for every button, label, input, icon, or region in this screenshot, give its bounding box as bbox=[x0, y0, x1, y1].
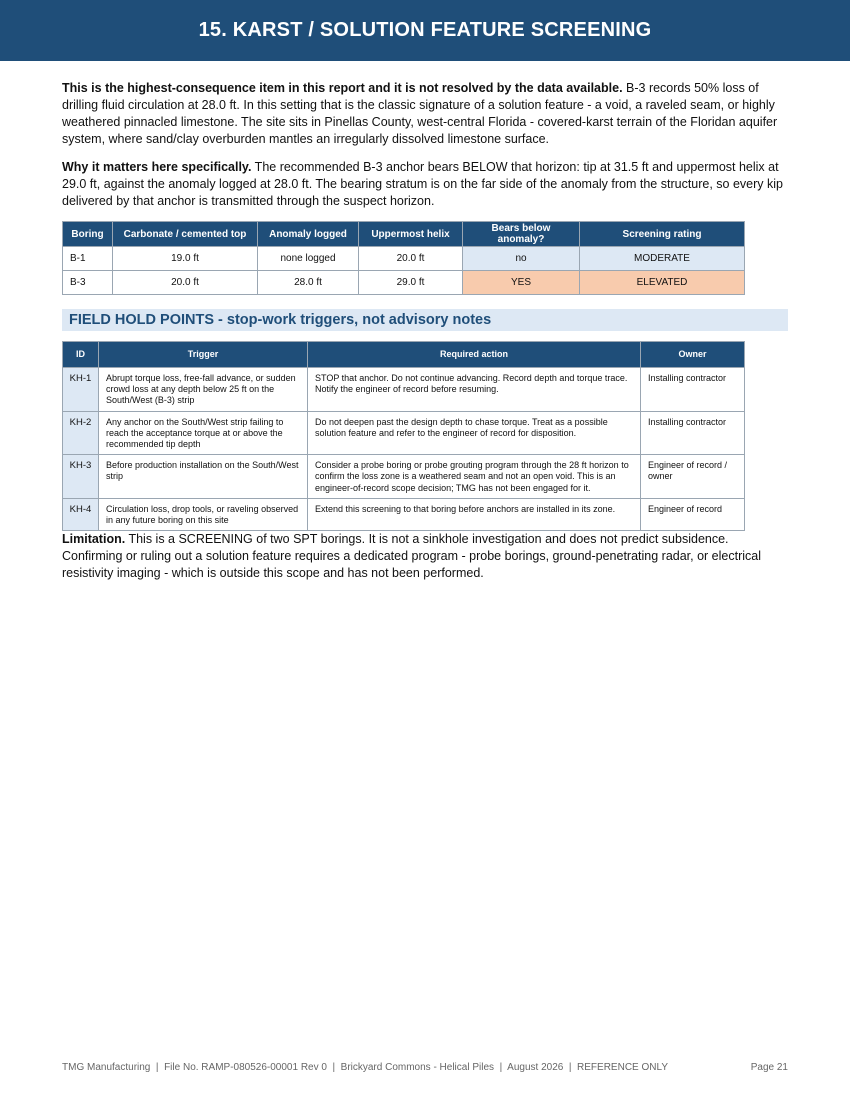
cell-trigger: Any anchor on the South/West strip failing to reach the acceptance torque at or above the recommended tip depth bbox=[99, 411, 308, 455]
intro-paragraph bbox=[62, 80, 788, 148]
hold-points-title: FIELD HOLD POINTS - stop-work triggers, not advisory notes bbox=[69, 312, 492, 328]
intro-body: B-3 records 50% loss of drilling fluid circulation at 28.0 ft. In this setting that is the classic signature of a solution feature - a void, a raveled seam, or highly weathered pinnacled limestone. The site sits in Pinellas County, west-central Florida - covered-karst terrain of the Floridan aquifer system, where sand/clay overburden mantles an irregularly dissolved limestone surface. bbox=[62, 81, 778, 146]
header-required-action: Required action bbox=[308, 342, 641, 368]
table-row bbox=[63, 411, 745, 455]
cell-required-action: STOP that anchor. Do not continue advancing. Record depth and torque trace. Notify the engineer of record before resuming. bbox=[308, 368, 641, 412]
header-boring: Boring bbox=[63, 222, 113, 247]
intro-lead: This is the highest-consequence item in this report and it is not resolved by the data available. bbox=[62, 81, 623, 95]
page-content bbox=[62, 80, 788, 593]
cell-uppermost-helix: 20.0 ft bbox=[359, 247, 463, 271]
table-row bbox=[63, 455, 745, 499]
limitation-body: This is a SCREENING of two SPT borings. It is not a sinkhole investigation and does not predict subsidence. Confirming or ruling out a solution feature requires a dedicated program - probe borings, ground-penetrating radar, or electrical resistivity imaging - which is outside this scope and has not been performed. bbox=[62, 532, 761, 581]
cell-trigger: Circulation loss, drop tools, or raveling observed in any future boring on this site bbox=[99, 498, 308, 530]
hold-points-heading-bar bbox=[62, 309, 788, 331]
table-row bbox=[63, 368, 745, 412]
header-id: ID bbox=[63, 342, 99, 368]
table-row bbox=[63, 247, 745, 271]
cell-carbonate-top: 20.0 ft bbox=[113, 271, 258, 295]
header-bears-below: Bears below anomaly? bbox=[463, 222, 580, 247]
hold-points-table bbox=[62, 341, 745, 531]
limitation-lead: Limitation. bbox=[62, 532, 126, 547]
cell-bears-below: YES bbox=[463, 271, 580, 295]
table-row bbox=[63, 498, 745, 530]
cell-anomaly: 28.0 ft bbox=[258, 271, 359, 295]
footer-text: TMG Manufacturing | File No. RAMP-080526-00001 Rev 0 | Brickyard Commons - Helical Piles | August 2026 | REFERENCE ONLY bbox=[62, 1062, 668, 1073]
cell-owner: Engineer of record bbox=[641, 498, 745, 530]
cell-required-action: Extend this screening to that boring before anchors are installed in its zone. bbox=[308, 498, 641, 530]
header-anomaly: Anomaly logged bbox=[258, 222, 359, 247]
cell-uppermost-helix: 29.0 ft bbox=[359, 271, 463, 295]
cell-trigger: Abrupt torque loss, free-fall advance, or sudden crowd loss at any depth below 25 ft on the South/West (B-3) strip bbox=[99, 368, 308, 412]
cell-owner: Installing contractor bbox=[641, 368, 745, 412]
page-number: Page 21 bbox=[750, 1062, 788, 1073]
cell-boring: B-3 bbox=[63, 271, 113, 295]
cell-required-action: Do not deepen past the design depth to chase torque. Treat as a possible solution feature and refer to the engineer of record for disposition. bbox=[308, 411, 641, 455]
limitation-paragraph bbox=[62, 531, 788, 582]
header-owner: Owner bbox=[641, 342, 745, 368]
cell-bears-below: no bbox=[463, 247, 580, 271]
table-row bbox=[63, 271, 745, 295]
cell-owner: Installing contractor bbox=[641, 411, 745, 455]
cell-owner: Engineer of record / owner bbox=[641, 455, 745, 499]
page-footer bbox=[62, 1062, 788, 1073]
why-lead: Why it matters here specifically. bbox=[62, 160, 252, 174]
cell-rating: ELEVATED bbox=[580, 271, 745, 295]
section-title: 15. KARST / SOLUTION FEATURE SCREENING bbox=[198, 19, 652, 41]
screening-table bbox=[62, 221, 745, 295]
header-screening-rating: Screening rating bbox=[580, 222, 745, 247]
header-trigger: Trigger bbox=[99, 342, 308, 368]
header-carbonate-top: Carbonate / cemented top bbox=[113, 222, 258, 247]
cell-id: KH-2 bbox=[63, 411, 99, 455]
why-paragraph bbox=[62, 159, 788, 210]
cell-boring: B-1 bbox=[63, 247, 113, 271]
cell-anomaly: none logged bbox=[258, 247, 359, 271]
cell-required-action: Consider a probe boring or probe grouting program through the 28 ft horizon to confirm the loss zone is a weathered seam and not an open void. This is an engineer-of-record scope decision; TMG has not been engaged for it. bbox=[308, 455, 641, 499]
cell-trigger: Before production installation on the South/West strip bbox=[99, 455, 308, 499]
why-body: The recommended B-3 anchor bears BELOW that horizon: tip at 31.5 ft and uppermost helix at 29.0 ft, against the anomaly logged at 28.0 ft. The bearing stratum is on the far side of the anomaly from the structure, so every kip delivered by that anchor is transmitted through the suspect horizon. bbox=[62, 160, 783, 208]
cell-carbonate-top: 19.0 ft bbox=[113, 247, 258, 271]
screening-header-row bbox=[63, 222, 745, 247]
section-banner bbox=[0, 0, 850, 61]
cell-rating: MODERATE bbox=[580, 247, 745, 271]
cell-id: KH-3 bbox=[63, 455, 99, 499]
header-uppermost-helix: Uppermost helix bbox=[359, 222, 463, 247]
cell-id: KH-4 bbox=[63, 498, 99, 530]
cell-id: KH-1 bbox=[63, 368, 99, 412]
hold-points-header-row bbox=[63, 342, 745, 368]
